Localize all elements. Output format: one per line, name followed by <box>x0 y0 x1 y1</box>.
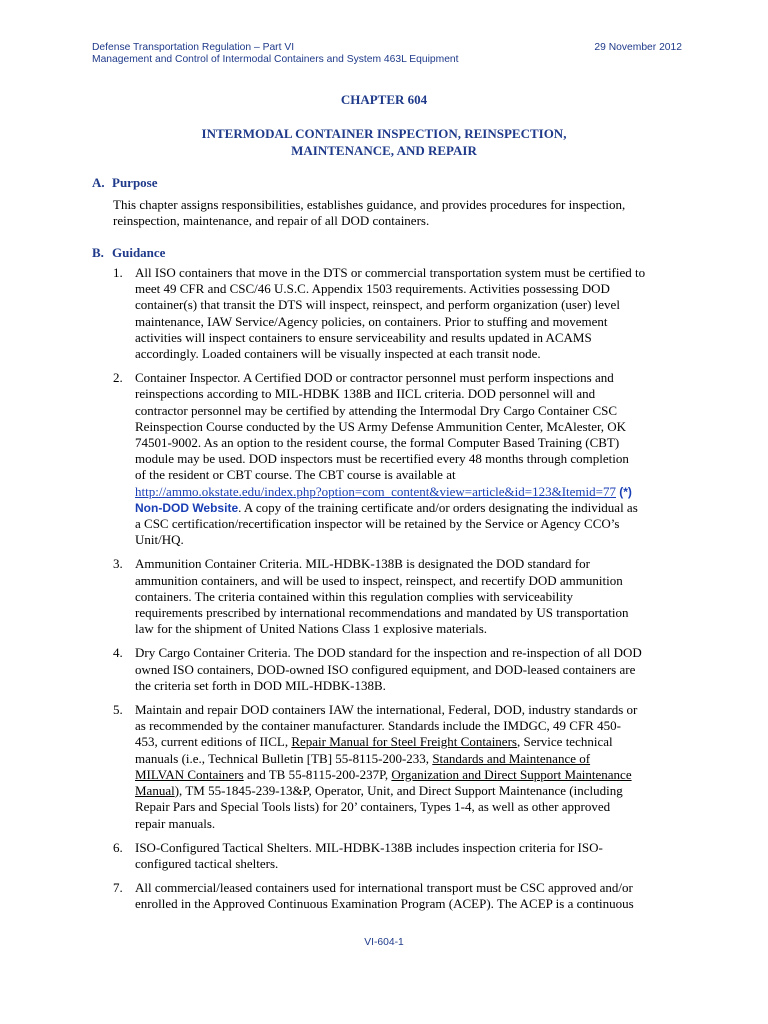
item-line: accordingly. Loaded containers will be visually inspected at each transit node. <box>135 346 541 362</box>
cbt-course-link[interactable]: http://ammo.okstate.edu/index.php?option=com_content&view=article&id=123&Itemid=77 <box>135 483 616 499</box>
item-line: meet 49 CFR and CSC/46 U.S.C. Appendix 1503 requirements. Activities possessing DOD <box>135 281 610 297</box>
standards-title: Standards and Maintenance of <box>432 750 591 766</box>
non-dod-website-label: Non-DOD Website <box>135 500 239 515</box>
running-header <box>92 42 682 66</box>
item-line: configured tactical shelters. <box>135 855 279 871</box>
item-text: and TB 55-8115-200-237P, <box>243 766 392 782</box>
item-line: owned ISO containers, DOD-owned ISO configured equipment, and DOD-leased containers are <box>135 661 636 677</box>
item-text: , Service technical <box>516 734 613 750</box>
item-line: All ISO containers that move in the DTS or commercial transportation system must be certified to <box>135 265 646 280</box>
repair-manual-title: Repair Manual for Steel Freight Containers <box>291 734 517 750</box>
item-number: 2. <box>113 370 123 386</box>
item-line: as recommended by the container manufacturer. Standards include the IMDGC, 49 CFR 450- <box>135 718 621 734</box>
purpose-line: This chapter assigns responsibilities, establishes guidance, and provides procedures for inspection, <box>113 197 626 212</box>
item-line <box>135 734 713 750</box>
item-text: ), TM 55-1845-239-13&P, Operator, Unit, and Direct Support Maintenance (including <box>174 783 623 799</box>
item-line <box>135 783 713 799</box>
item-line: Ammunition Container Criteria. MIL-HDBK-138B is designated the DOD standard for <box>135 556 590 572</box>
item-number: 6. <box>113 839 123 855</box>
section-a-title: Purpose <box>112 175 158 190</box>
item-line: activities will inspect containers to ensure serviceability and results updated in ACAMS <box>135 329 592 345</box>
guidance-item-7 <box>113 880 713 912</box>
item-text: . A copy of the training certificate and/or orders designating the individual as <box>238 499 638 515</box>
item-line: Maintain and repair DOD containers IAW the international, Federal, DOD, industry standards or <box>135 702 638 718</box>
guidance-item-6 <box>113 840 713 872</box>
section-b-heading <box>92 245 165 261</box>
item-line: Dry Cargo Container Criteria. The DOD standard for the inspection and re-inspection of all DOD <box>135 645 642 661</box>
guidance-item-3 <box>113 556 713 637</box>
header-regulation-title: Defense Transportation Regulation – Part VI <box>92 42 295 53</box>
item-line: a CSC certification/recertification inspector will be retained by the Service or Agency CCO’s <box>135 516 620 532</box>
item-number: 4. <box>113 645 123 661</box>
guidance-list <box>113 265 713 921</box>
guidance-item-1 <box>113 265 713 362</box>
item-line: enrolled in the Approved Continuous Examination Program (ACEP). The ACEP is a continuous <box>135 896 634 912</box>
item-line: of the resident or CBT course. The CBT course is available at <box>135 467 456 483</box>
chapter-number: CHAPTER 604 <box>340 92 428 107</box>
item-line: Container Inspector. A Certified DOD or contractor personnel must perform inspections and <box>135 370 614 386</box>
item-line: module may be used. DOD inspectors must be recertified every 48 months through completion <box>135 451 629 467</box>
item-text: 453, current editions of IICL, <box>135 734 292 750</box>
maintenance-manual-title: Organization and Direct Support Maintenance <box>391 766 632 782</box>
chapter-title-line2: MAINTENANCE, AND REPAIR <box>291 143 477 158</box>
item-line: requirements prescribed by international recommendations and mandated by US transportation <box>135 605 629 621</box>
guidance-item-5 <box>113 702 713 832</box>
purpose-line: reinspection, maintenance, and repair of all DOD containers. <box>113 213 430 229</box>
item-line: ISO-Configured Tactical Shelters. MIL-HDBK-138B includes inspection criteria for ISO- <box>135 839 603 855</box>
item-line <box>135 500 713 516</box>
item-line <box>135 484 713 500</box>
item-line: Repair Pars and Special Tools lists) for 20’ containers, Types 1-4, as well as other approved <box>135 799 611 815</box>
manual-title-end: Manual <box>135 783 175 799</box>
page-number: VI-604-1 <box>364 937 404 948</box>
item-number: 1. <box>113 265 123 280</box>
item-line: container(s) that transit the DTS will inspect, reinspect, and perform organization (user) level <box>135 297 620 313</box>
milvan-title: MILVAN Containers <box>135 766 244 782</box>
item-line <box>135 767 713 783</box>
item-line: Unit/HQ. <box>135 532 184 548</box>
header-part-title: Management and Control of Intermodal Containers and System 463L Equipment <box>92 54 459 65</box>
section-a-heading <box>92 175 158 191</box>
item-line: ammunition containers, and will be used to inspect, reinspect, and recertify DOD ammunition <box>135 572 623 588</box>
item-line: the criteria set forth in DOD MIL-HDBK-138B. <box>135 677 386 693</box>
item-number: 5. <box>113 702 123 718</box>
item-line: 74501-9002. As an option to the resident course, the formal Computer Based Training (CBT) <box>135 435 620 451</box>
item-text: manuals (i.e., Technical Bulletin [TB] 55-8115-200-233, <box>135 750 433 766</box>
item-number: 3. <box>113 556 123 572</box>
non-dod-marker: (*) <box>619 484 632 499</box>
purpose-paragraph <box>113 197 688 229</box>
item-line: repair manuals. <box>135 815 216 831</box>
item-line: contractor personnel may be certified by attending the Intermodal Dry Cargo Container CSC <box>135 402 618 418</box>
item-line: reinspections according to MIL-HDBK 138B and IICL criteria. DOD personnel will and <box>135 386 596 402</box>
section-a-letter: A. <box>92 175 105 190</box>
guidance-item-4 <box>113 645 713 694</box>
item-line: Reinspection Course conducted by the US Army Defense Ammunition Center, McAlester, OK <box>135 418 627 434</box>
item-line: All commercial/leased containers used for international transport must be CSC approved and/or <box>135 880 633 896</box>
guidance-item-2 <box>113 370 713 548</box>
section-b-letter: B. <box>92 245 104 260</box>
item-line: containers. The criteria contained within this regulation complies with serviceability <box>135 588 574 604</box>
header-date: 29 November 2012 <box>594 42 682 53</box>
section-b-title: Guidance <box>112 245 166 260</box>
item-number: 7. <box>113 880 123 896</box>
item-line: law for the shipment of United Nations Class 1 explosive materials. <box>135 621 488 637</box>
item-line <box>135 751 713 767</box>
chapter-title-line1: INTERMODAL CONTAINER INSPECTION, REINSPECTION, <box>201 126 567 141</box>
item-line: maintenance, IAW Service/Agency policies, on containers. Prior to stuffing and movement <box>135 313 608 329</box>
